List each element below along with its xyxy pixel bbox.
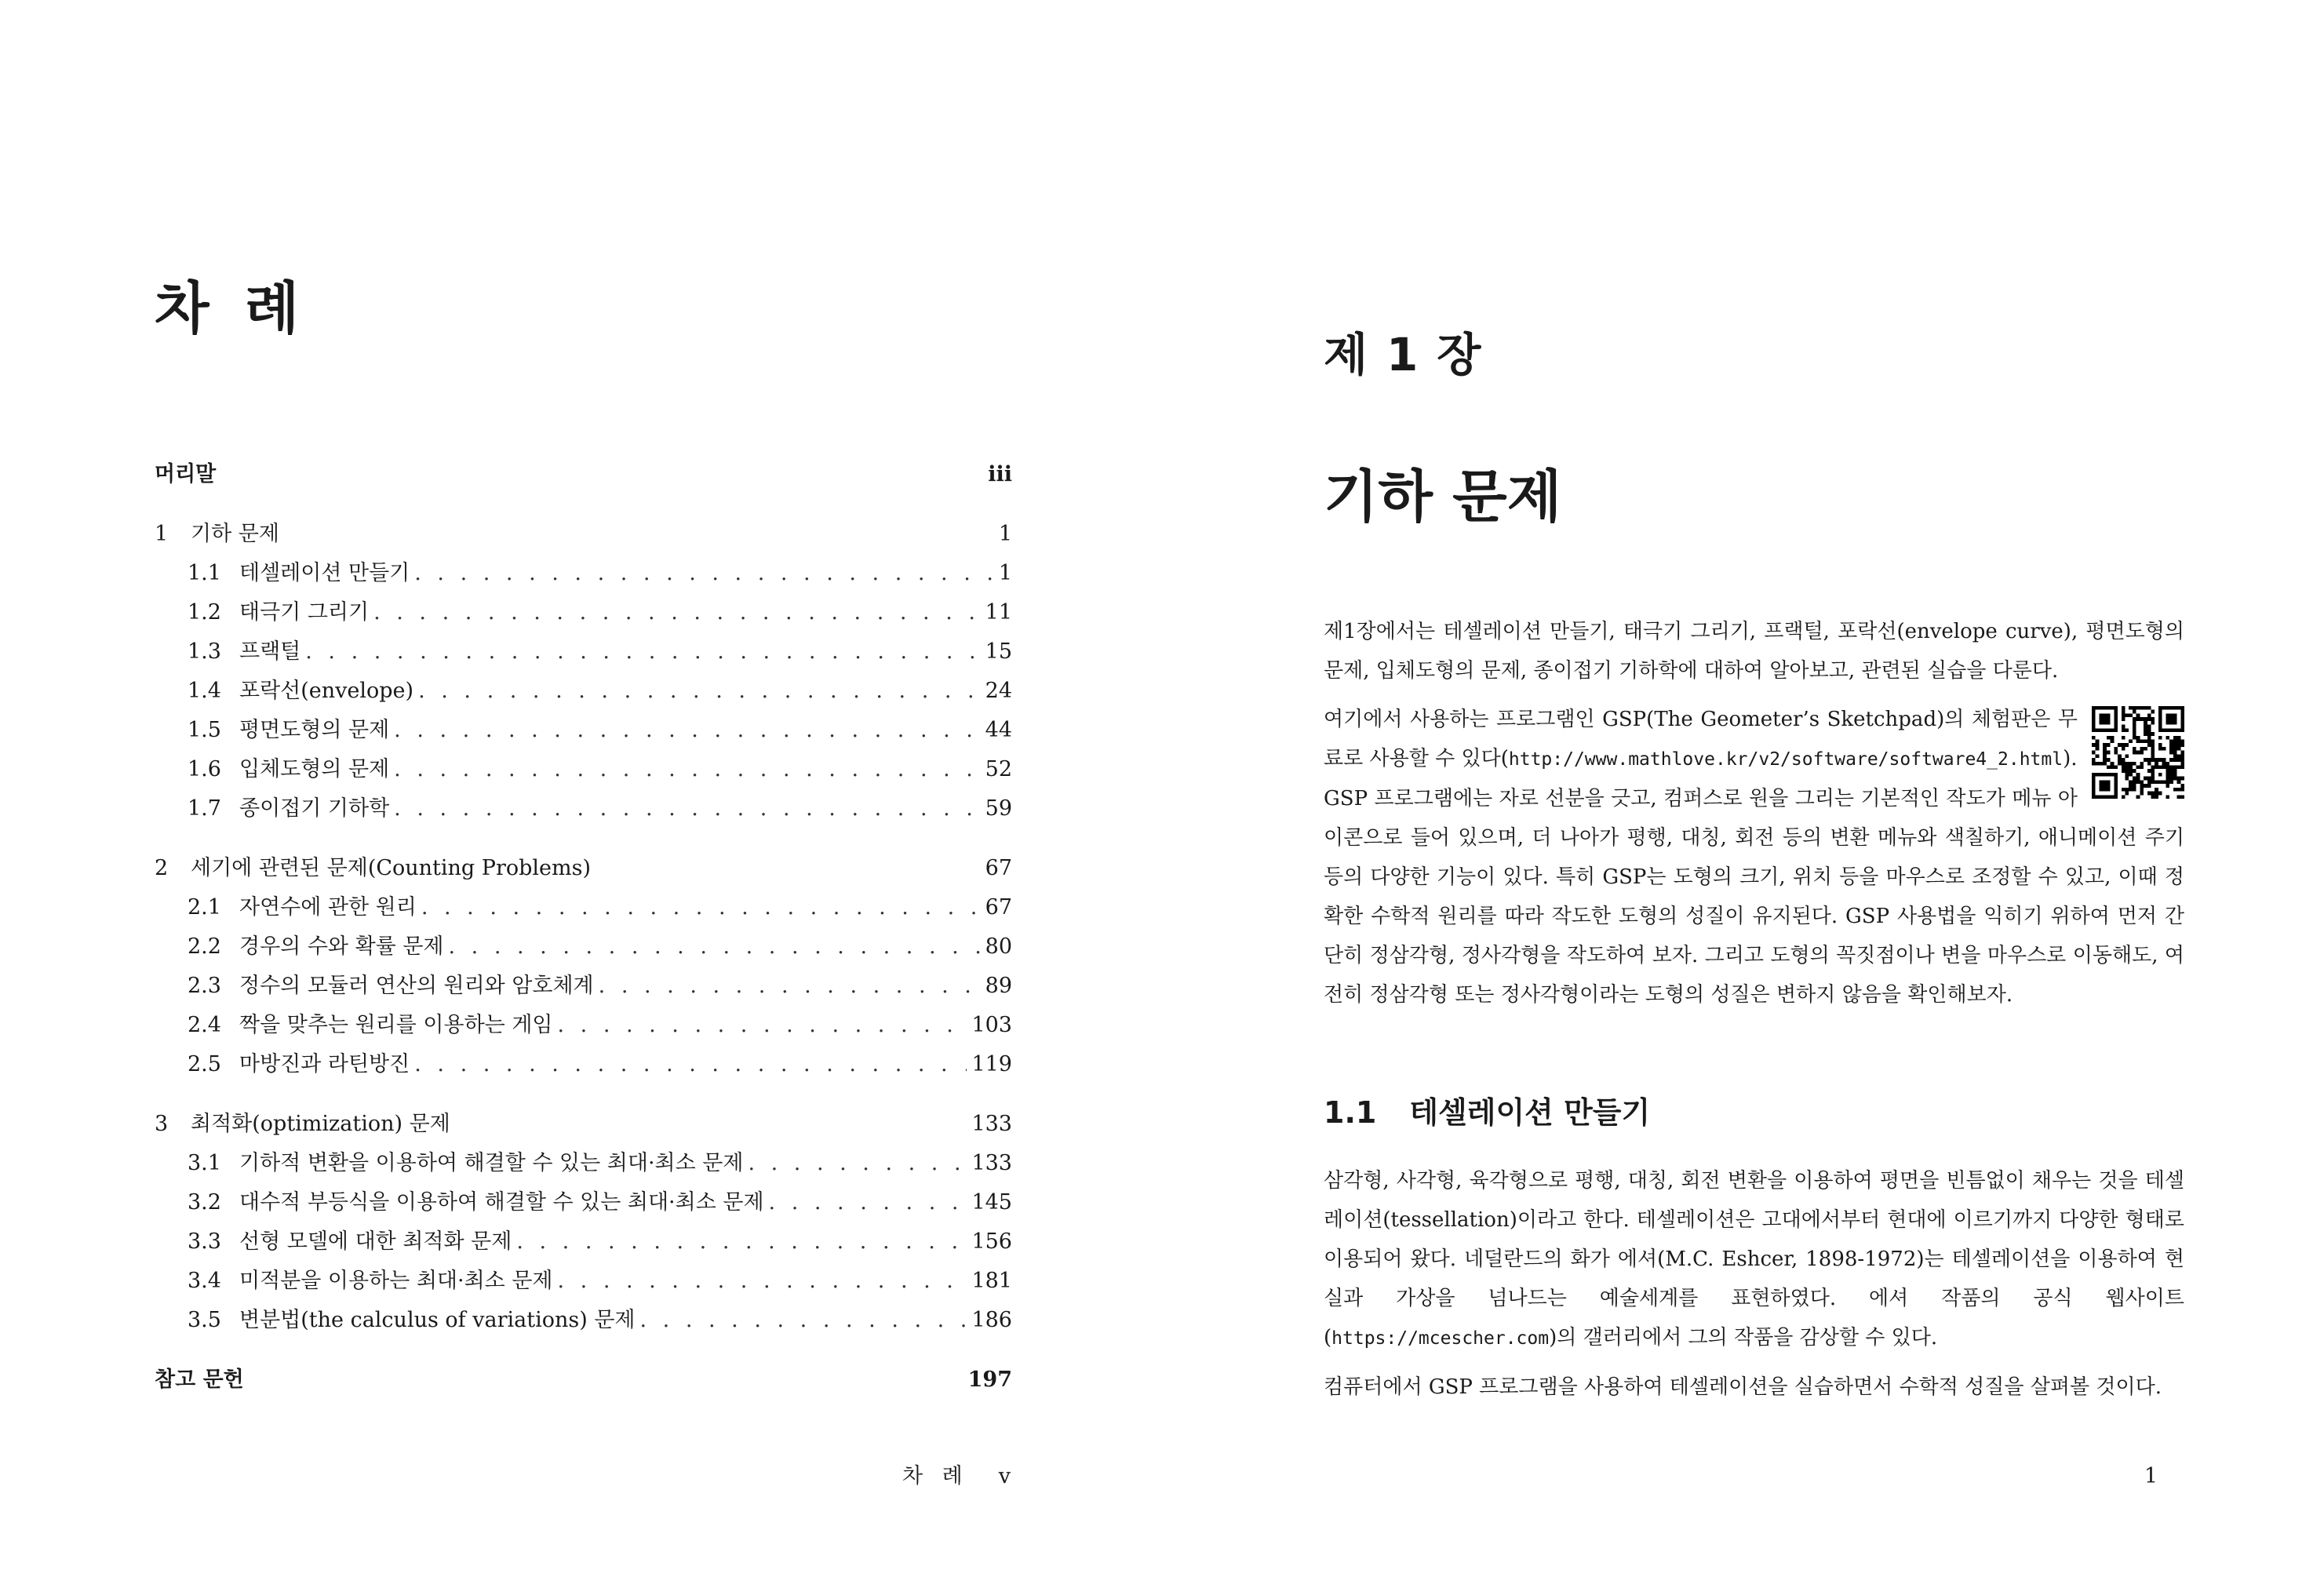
toc-chapter-1[interactable]: [155, 515, 1012, 554]
intro-paragraph: 제1장에서는 테셀레이션 만들기, 태극기 그리기, 프랙털, 포락선(envelope curve), 평면도형의 문제, 입체도형의 문제, 종이접기 기하학에 대하여 알아보고, 관련된 실습을 다룬다.: [1324, 620, 2184, 683]
toc-entry-preface[interactable]: [155, 455, 1012, 494]
toc-section-page: 145: [971, 1190, 1012, 1215]
toc-entry-references[interactable]: [155, 1360, 1012, 1400]
toc-section-1-7[interactable]: [155, 789, 1012, 829]
toc-section-2-4[interactable]: [155, 1006, 1012, 1045]
toc-section-2-5[interactable]: [155, 1045, 1012, 1084]
toc-section-title: 평면도형의 문제: [239, 718, 390, 742]
toc-section-3-1[interactable]: [155, 1144, 1012, 1183]
toc-section-number: 1.4: [188, 679, 221, 703]
dot-leader: [557, 1262, 967, 1301]
toc-section-2-1[interactable]: [155, 888, 1012, 927]
toc-section-page: 15: [985, 639, 1012, 664]
escher-website-link[interactable]: https://mcescher.com: [1331, 1328, 1550, 1349]
toc-section-page: 186: [971, 1308, 1012, 1332]
section-paragraph: [1324, 1161, 2184, 1358]
toc-section-number: 3.2: [188, 1190, 221, 1215]
toc-section-title: 프랙털: [239, 639, 301, 664]
toc-heading: 차 례: [155, 275, 308, 341]
chapter-title: 기하 문제: [1324, 464, 1562, 530]
section-heading: [1324, 1089, 1650, 1136]
dot-leader: [373, 593, 981, 632]
intro-paragraph-end: ).: [2063, 747, 2078, 770]
dot-leader: [414, 554, 994, 593]
toc-section-number: 2.1: [188, 895, 221, 920]
toc-section-number: 1.2: [188, 600, 221, 625]
dot-leader: [557, 1006, 967, 1045]
toc-chapter-number: 1: [155, 522, 169, 546]
toc-section-1-1[interactable]: [155, 554, 1012, 593]
toc-section-2-2[interactable]: [155, 927, 1012, 967]
toc-section-title: 마방진과 라틴방진: [239, 1052, 410, 1076]
section-paragraph-text: 삼각형, 사각형, 육각형으로 평행, 대칭, 회전 변환을 이용하여 평면을 빈틈없이 채우는 것을 테셀레이션(tessellation)이라고 한다. 테셀레이션은 고대에서부터 현대에 이르기까지 다양한 형태로 이용되어 왔다. 네덜란드의 화가 에셔(M.C. Eshcer, 1898-1972)는 테셀레이션을 이용하여 현실과 가상을 넘나드는 예술세계를 표현하였다. 에셔 작품의 공식 웹사이트(: [1324, 1169, 2184, 1349]
dot-leader: [449, 927, 981, 967]
toc-section-page: 59: [985, 796, 1012, 821]
page-number: v: [998, 1464, 1011, 1488]
chapter-intro: [1324, 612, 2184, 1024]
toc-section-3-4[interactable]: [155, 1262, 1012, 1301]
toc-section-number: 1.1: [188, 561, 221, 585]
toc-section-3-3[interactable]: [155, 1222, 1012, 1262]
running-head: 차 례: [902, 1464, 969, 1488]
section-title: 테셀레이션 만들기: [1409, 1095, 1651, 1130]
toc-section-title: 짝을 맞추는 원리를 이용하는 게임: [239, 1013, 553, 1037]
qr-code-graphic: [2092, 706, 2184, 799]
toc-section-page: 89: [985, 974, 1012, 998]
toc-chapter-title: 세기에 관련된 문제(Counting Problems): [191, 856, 592, 880]
dot-leader: [640, 1301, 967, 1340]
toc-section-title: 태극기 그리기: [239, 600, 370, 625]
toc-section-title: 대수적 부등식을 이용하여 해결할 수 있는 최대·최소 문제: [239, 1190, 764, 1215]
dot-leader: [418, 672, 981, 711]
toc-section-1-6[interactable]: [155, 750, 1012, 789]
toc-section-page: 119: [971, 1052, 1012, 1076]
toc-chapter-2[interactable]: [155, 849, 1012, 888]
toc-section-title: 변분법(the calculus of variations) 문제: [239, 1308, 636, 1332]
toc-section-page: 181: [971, 1269, 1012, 1293]
dot-leader: [414, 1045, 967, 1084]
toc-section-title: 경우의 수와 확률 문제: [239, 934, 444, 959]
toc-section-page: 44: [985, 718, 1012, 742]
chapter-label-suffix: 장: [1437, 328, 1481, 381]
toc-section-page: 11: [985, 600, 1012, 625]
toc-section-number: 3.4: [188, 1269, 221, 1293]
toc-section-number: 1.3: [188, 639, 221, 664]
chapter-label: [1324, 323, 1481, 386]
left-page-footer: [902, 1461, 1011, 1492]
toc-section-title: 미적분을 이용하는 최대·최소 문제: [239, 1269, 553, 1293]
toc-entry-title: 머리말: [155, 462, 217, 486]
dot-leader: [516, 1222, 967, 1262]
toc-section-page: 103: [971, 1013, 1012, 1037]
toc-section-page: 52: [985, 757, 1012, 781]
toc-chapter-number: 3: [155, 1112, 169, 1136]
toc-chapter-page: 67: [985, 856, 1012, 880]
page-number: 1: [2144, 1464, 2158, 1488]
intro-paragraph-text: 여기에서 사용하는 프로그램인 GSP(The Geometer’s Sketchpad)의 체험판은 무료로 사용할 수 있다(: [1324, 708, 2078, 770]
toc-section-number: 3.1: [188, 1151, 221, 1175]
gsp-download-link[interactable]: http://www.mathlove.kr/v2/software/software4_2.html: [1508, 749, 2064, 770]
toc-section-title: 테셀레이션 만들기: [239, 561, 410, 585]
toc-chapter-title: 최적화(optimization) 문제: [191, 1112, 450, 1136]
toc-section-3-2[interactable]: [155, 1183, 1012, 1222]
toc-section-title: 종이접기 기하학: [239, 796, 390, 821]
toc-section-title: 기하적 변환을 이용하여 해결할 수 있는 최대·최소 문제: [239, 1151, 744, 1175]
toc-section-number: 1.5: [188, 718, 221, 742]
toc-section-page: 1: [998, 561, 1012, 585]
toc-section-1-4[interactable]: [155, 672, 1012, 711]
toc-section-title: 선형 모델에 대한 최적화 문제: [239, 1229, 512, 1254]
toc-section-1-3[interactable]: [155, 632, 1012, 672]
dot-leader: [305, 632, 980, 672]
toc-section-page: 24: [985, 679, 1012, 703]
section-body: [1324, 1161, 2184, 1416]
chapter-label-number: 1: [1386, 328, 1419, 381]
toc-section-number: 2.5: [188, 1052, 221, 1076]
toc-section-page: 67: [985, 895, 1012, 920]
dot-leader: [394, 750, 980, 789]
toc-section-number: 3.5: [188, 1308, 221, 1332]
dot-leader: [748, 1144, 967, 1183]
toc-section-title: 포락선(envelope): [239, 679, 414, 703]
section-paragraph: 컴퓨터에서 GSP 프로그램을 사용하여 테셀레이션을 실습하면서 수학적 성질을 살펴볼 것이다.: [1324, 1375, 2162, 1399]
toc-section-number: 2.2: [188, 934, 221, 959]
toc-section-page: 156: [971, 1229, 1012, 1254]
toc-section-number: 2.4: [188, 1013, 221, 1037]
toc-entry-title: 참고 문헌: [155, 1368, 244, 1392]
dot-leader: [599, 967, 981, 1006]
toc-section-title: 자연수에 관한 원리: [239, 895, 417, 920]
dot-leader: [421, 888, 981, 927]
toc-chapter-number: 2: [155, 856, 169, 880]
toc-section-number: 2.3: [188, 974, 221, 998]
toc-section-title: 입체도형의 문제: [239, 757, 390, 781]
toc-section-page: 80: [985, 934, 1012, 959]
toc-entry-page: 197: [967, 1368, 1012, 1392]
toc-chapter-page: 1: [998, 522, 1012, 546]
dot-leader: [394, 789, 980, 829]
toc-section-title: 정수의 모듈러 연산의 원리와 암호체계: [239, 974, 594, 998]
section-number: 1.1: [1324, 1095, 1377, 1130]
section-paragraph-end: )의 갤러리에서 그의 작품을 감상할 수 있다.: [1549, 1326, 1938, 1349]
chapter-label-prefix: 제: [1324, 328, 1368, 381]
intro-paragraph: GSP 프로그램에는 자로 선분을 긋고, 컴퍼스로 원을 그리는 기본적인 작도가 메뉴 아이콘으로 들어 있으며, 더 나아가 평행, 대칭, 회전 등의 변환 메뉴와 색칠하기, 애니메이션 주기 등의 다양한 기능이 있다. 특히 GSP는 도형의 크기, 위치 등을 마우스로 조정할 수 있고, 이때 정확한 수학적 원리를 따라 작도한 도형의 성질이 유지된다. GSP 사용법을 익히기 위하여 먼저 간단히 정삼각형, 정사각형을 작도하여 보자. 그리고 도형의 꼭짓점이나 변을 마우스로 이동해도, 여전히 정삼각형 또는 정사각형이라는 도형의 성질은 변하지 않음을 확인해보자.: [1324, 787, 2184, 1007]
toc-entry-page: iii: [988, 462, 1012, 486]
toc-section-1-2[interactable]: [155, 593, 1012, 632]
toc-chapter-3[interactable]: [155, 1105, 1012, 1144]
right-page: [1162, 0, 2324, 1588]
toc-section-3-5[interactable]: [155, 1301, 1012, 1340]
table-of-contents: [155, 455, 1012, 1400]
toc-chapter-page: 133: [971, 1112, 1012, 1136]
dot-leader: [769, 1183, 967, 1222]
toc-chapter-title: 기하 문제: [191, 522, 279, 546]
toc-section-number: 3.3: [188, 1229, 221, 1254]
toc-section-number: 1.7: [188, 796, 221, 821]
toc-section-1-5[interactable]: [155, 711, 1012, 750]
qr-code-icon[interactable]: [2092, 706, 2184, 799]
toc-section-number: 1.6: [188, 757, 221, 781]
toc-section-page: 133: [971, 1151, 1012, 1175]
toc-section-2-3[interactable]: [155, 967, 1012, 1006]
dot-leader: [394, 711, 980, 750]
intro-paragraph-gsp: [1324, 700, 2184, 779]
